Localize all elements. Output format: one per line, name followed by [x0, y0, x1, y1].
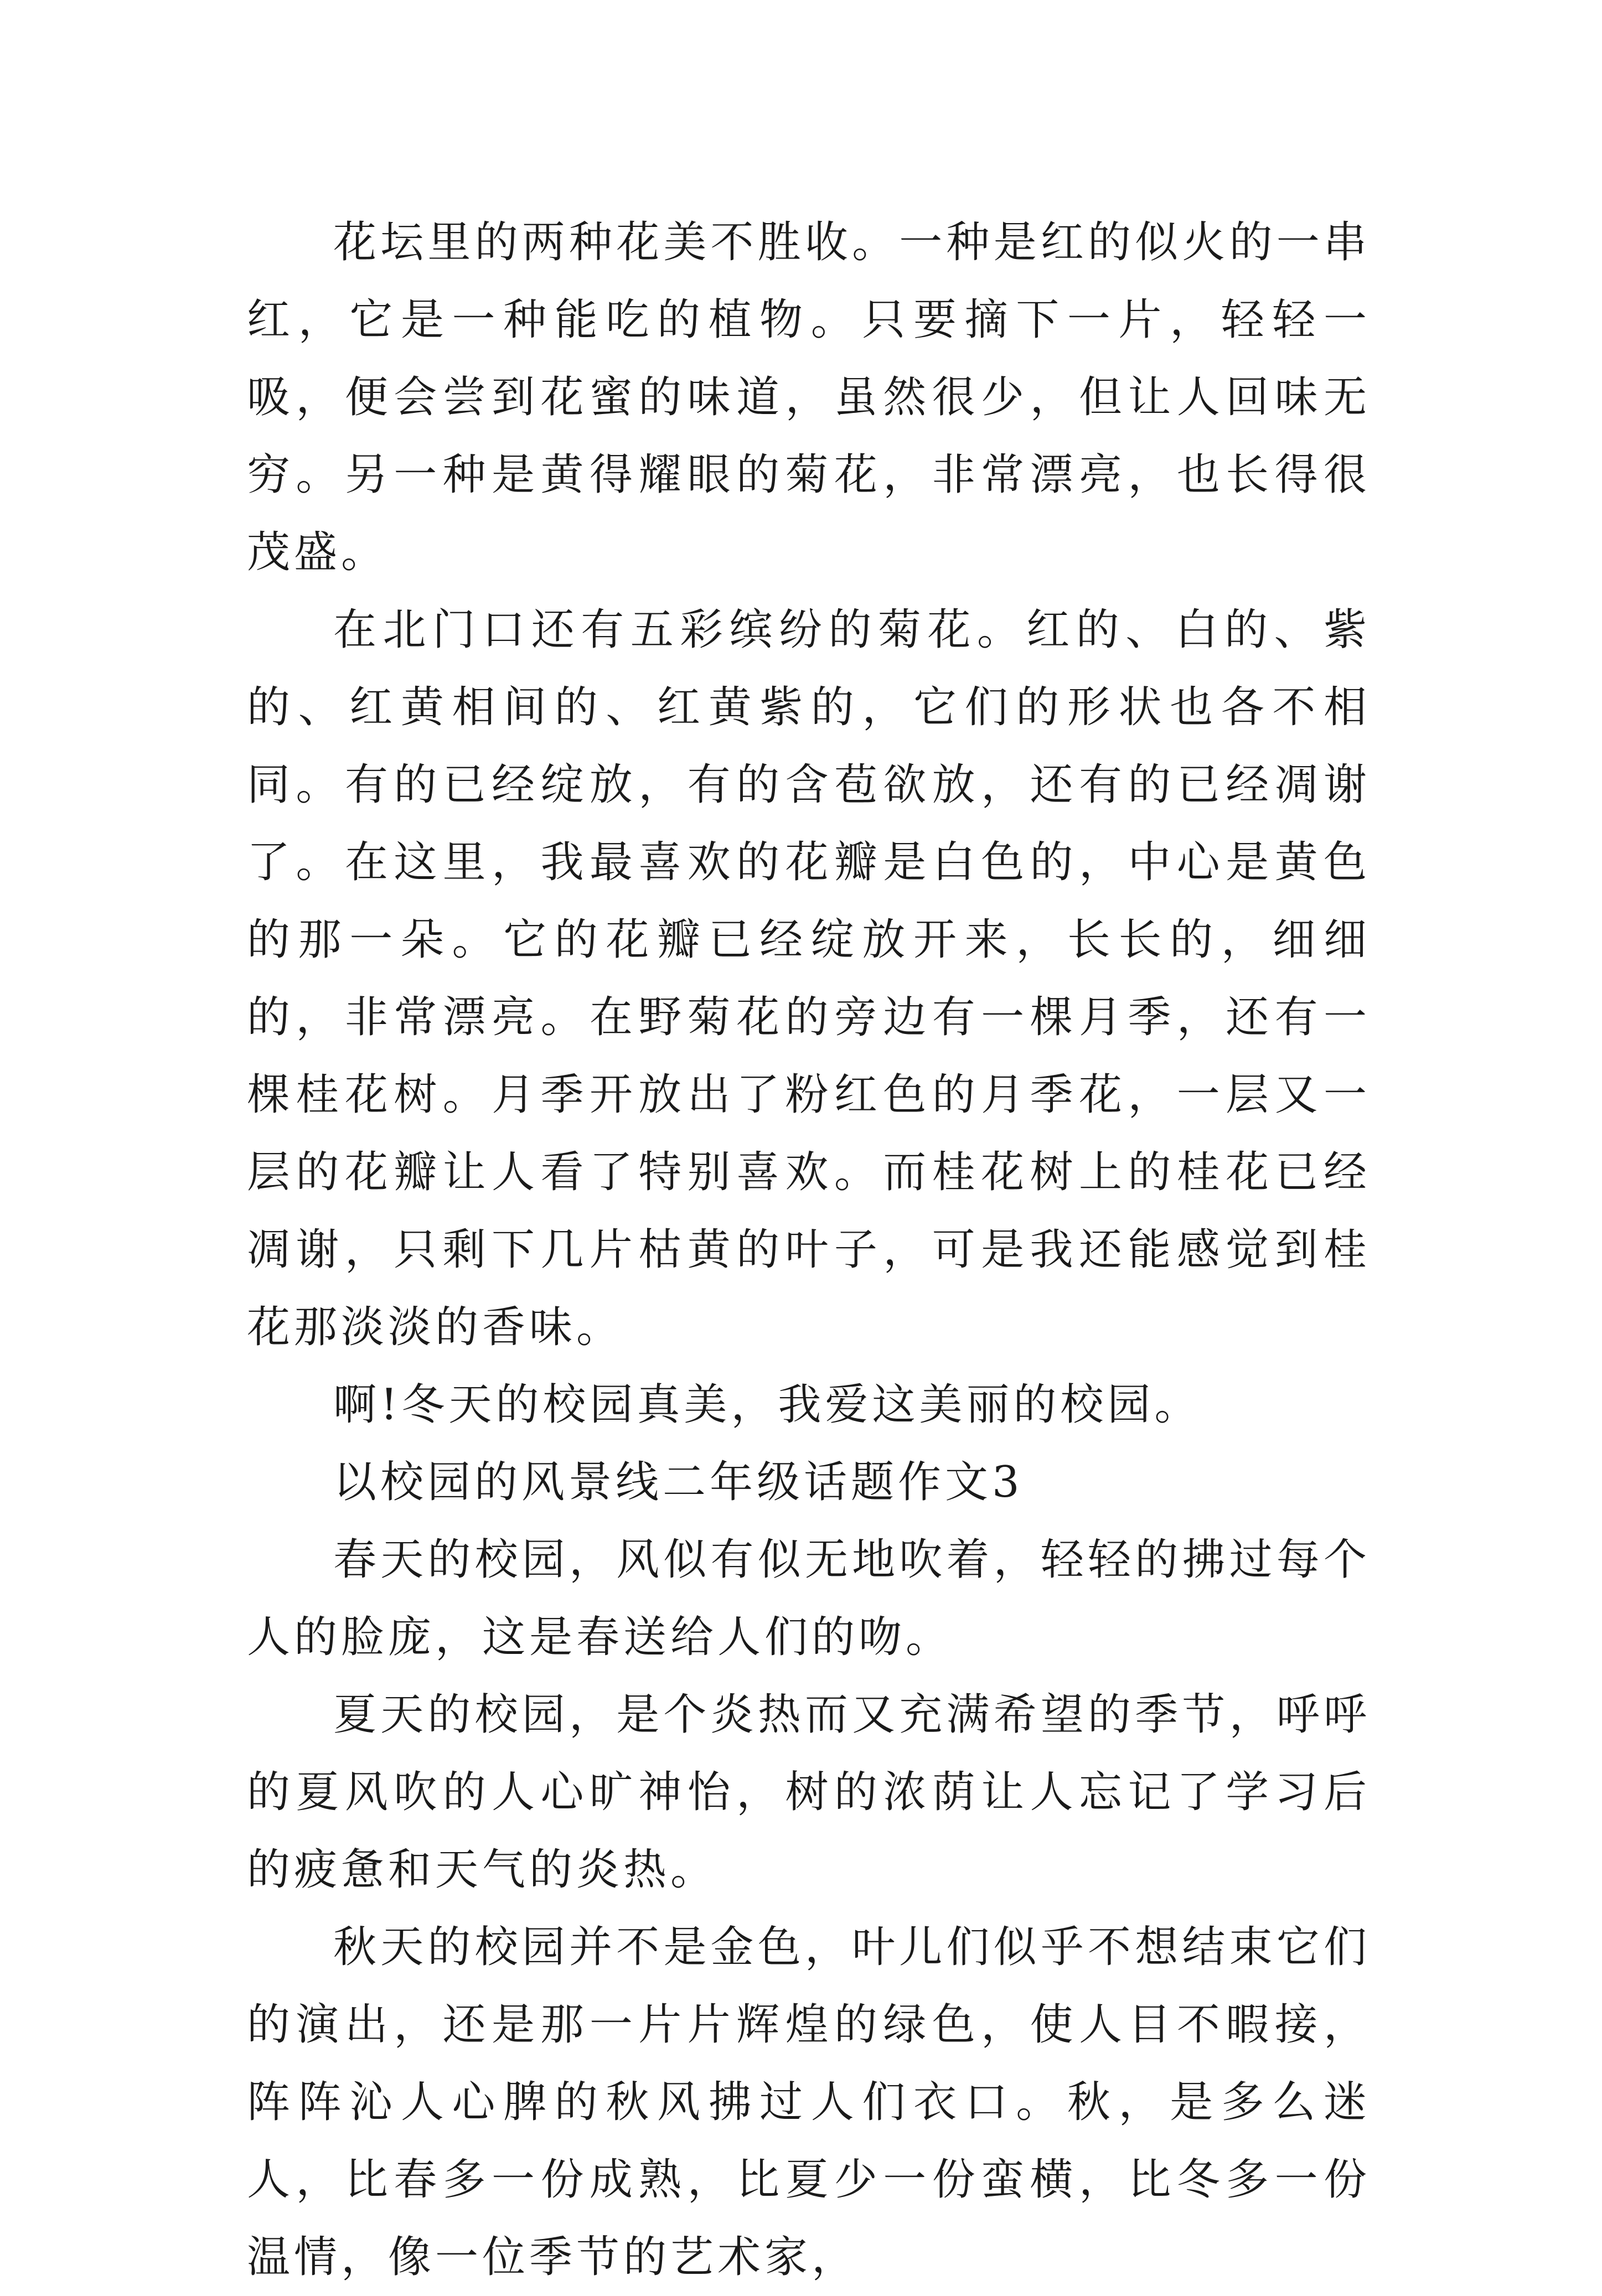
document-body — [247, 204, 1371, 2296]
paragraph-spring: 春天的校园，风似有似无地吹着，轻轻的拂过每个人的脸庞，这是春送给人们的吻。 — [247, 1535, 1371, 1662]
paragraph-winter: 啊!冬天的校园真美，我爱这美丽的校园。 — [333, 1380, 1202, 1430]
essay-heading: 以校园的风景线二年级话题作文3 — [333, 1457, 1024, 1507]
paragraph-summer: 夏天的校园，是个炎热而又充满希望的季节，呼呼的夏风吹的人心旷神怡，树的浓荫让人忘记了学习后的疲惫和天气的炎热。 — [247, 1690, 1371, 1895]
paragraph-autumn: 秋天的校园并不是金色，叶儿们似乎不想结束它们的演出，还是那一片片辉煌的绿色，使人目不暇接，阵阵沁人心脾的秋风拂过人们衣口。秋，是多么迷人，比春多一份成熟，比夏少一份蛮横，比冬多一份温情，像一位季节的艺术家， — [247, 1922, 1371, 2282]
paragraph-north-gate: 在北门口还有五彩缤纷的菊花。红的、白的、紫的、红黄相间的、红黄紫的，它们的形状也各不相同。有的已经绽放，有的含苞欲放，还有的已经凋谢了。在这里，我最喜欢的花瓣是白色的，中心是黄色的那一朵。它的花瓣已经绽放开来，长长的，细细的，非常漂亮。在野菊花的旁边有一棵月季，还有一棵桂花树。月季开放出了粉红色的月季花，一层又一层的花瓣让人看了特别喜欢。而桂花树上的桂花已经凋谢，只剩下几片枯黄的叶子，可是我还能感觉到桂花那淡淡的香味。 — [247, 605, 1371, 1352]
paragraph-flower-bed: 花坛里的两种花美不胜收。一种是红的似火的一串红，它是一种能吃的植物。只要摘下一片，轻轻一吸，便会尝到花蜜的味道，虽然很少，但让人回味无穷。另一种是黄得耀眼的菊花，非常漂亮，也长得很茂盛。 — [247, 218, 1371, 577]
